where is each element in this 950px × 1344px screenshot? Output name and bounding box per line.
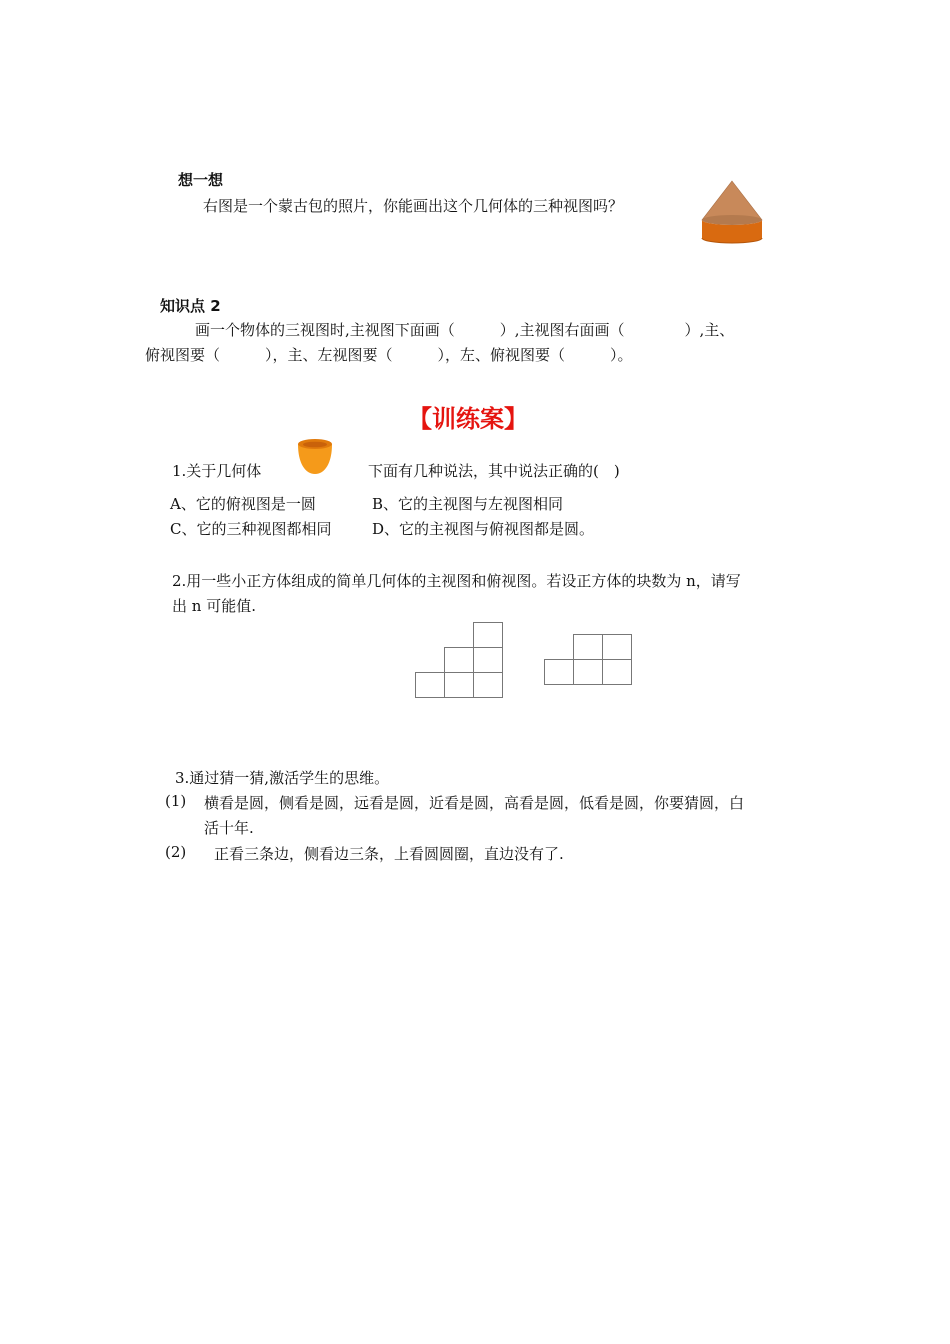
- q3-item1-line-1: 横看是圆，侧看是圆，远看是圆，近看是圆，高看是圆，低看是圆，你要猜圆，白: [204, 794, 745, 812]
- knowledge-line-1: 画一个物体的三视图时,主视图下面画（ ）,主视图右面画（ ）,主、: [195, 321, 735, 339]
- front-cell-r2c3: [474, 648, 503, 673]
- top-cell-r2c1: [545, 660, 574, 685]
- front-cell-r2c2: [445, 648, 474, 673]
- q2-line-1: 2.用一些小正方体组成的简单几何体的主视图和俯视图。若设正方体的块数为 n，请写: [172, 572, 741, 590]
- front-cell-r3c2: [445, 673, 474, 698]
- top-cell-r1c2: [574, 635, 603, 660]
- think-heading: 想一想: [178, 171, 224, 189]
- knowledge-line-2: 俯视图要（ ），主、左视图要（ ），左、俯视图要（ ）。: [145, 346, 633, 364]
- front-view-diagram: [415, 622, 505, 700]
- q3-item1-line-2: 活十年.: [204, 819, 254, 837]
- q3-item2-number: (2): [165, 843, 187, 861]
- front-cell-r3c3: [474, 673, 503, 698]
- q1-prefix: 1.关于几何体: [172, 462, 262, 480]
- top-cell-r2c2: [574, 660, 603, 685]
- top-cell-r1c3: [603, 635, 632, 660]
- q2-line-2: 出 n 可能值.: [172, 597, 256, 615]
- front-cell-r1c3: [474, 623, 503, 648]
- yurt-roof: [702, 181, 762, 220]
- think-text: 右图是一个蒙古包的照片，你能画出这个几何体的三种视图吗？: [203, 197, 624, 215]
- q1-suffix: 下面有几种说法，其中说法正确的( ): [368, 462, 620, 480]
- top-cell-r2c3: [603, 660, 632, 685]
- front-cell-r3c1: [416, 673, 445, 698]
- top-view-diagram: [544, 634, 634, 688]
- q1-option-b: B、它的主视图与左视图相同: [372, 495, 564, 513]
- q1-option-a: A、它的俯视图是一圆: [170, 495, 316, 513]
- q3-item1-number: (1): [165, 792, 187, 810]
- yurt-roof-base: [702, 215, 762, 225]
- q3-intro: 3.通过猜一猜,激活学生的思维。: [175, 769, 390, 787]
- bowl-illustration: [296, 437, 334, 477]
- knowledge-heading: 知识点 2: [160, 297, 221, 315]
- q1-option-c: C、它的三种视图都相同: [170, 520, 332, 538]
- yurt-illustration: [700, 180, 764, 246]
- q3-item2-text: 正看三条边，侧看边三条，上看圆圆圈，直边没有了.: [214, 845, 564, 863]
- training-title: 【训练案】: [408, 405, 528, 433]
- q1-option-d: D、它的主视图与俯视图都是圆。: [372, 520, 595, 538]
